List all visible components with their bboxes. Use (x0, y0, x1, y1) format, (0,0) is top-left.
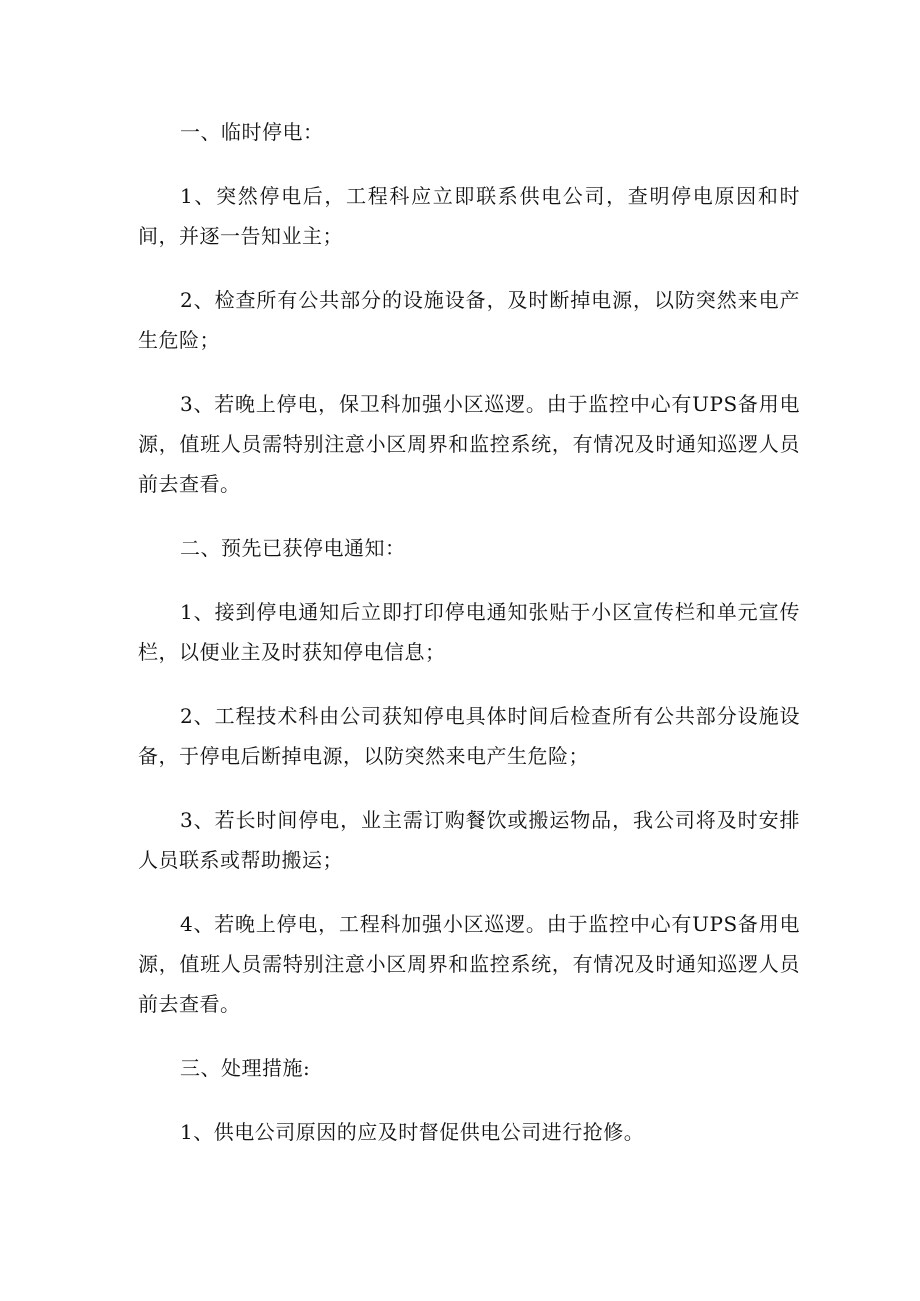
paragraph-item: 3、若晚上停电，保卫科加强小区巡逻。由于监控中心有UPS备用电源，值班人员需特别注意小区周界和监控系统，有情况及时通知巡逻人员前去查看。 (138, 392, 800, 496)
section-heading-measures: 三、处理措施: (180, 1056, 311, 1080)
paragraph-item: 1、接到停电通知后立即打印停电通知张贴于小区宣传栏和单元宣传栏，以便业主及时获知停电信息； (138, 600, 800, 664)
section-heading-temporary-outage: 一、临时停电： (180, 120, 324, 144)
paragraph-item: 2、工程技术科由公司获知停电具体时间后检查所有公共部分设施设备，于停电后断掉电源，以防突然来电产生危险； (138, 704, 800, 768)
paragraph-item: 2、检查所有公共部分的设施设备，及时断掉电源，以防突然来电产生危险； (138, 288, 800, 352)
paragraph-item: 1、突然停电后，工程科应立即联系供电公司，查明停电原因和时间，并逐一告知业主； (138, 184, 800, 248)
paragraph-item: 1、供电公司原因的应及时督促供电公司进行抢修。 (180, 1120, 645, 1144)
paragraph-item: 3、若长时间停电，业主需订购餐饮或搬运物品，我公司将及时安排人员联系或帮助搬运； (138, 808, 800, 872)
document-body (138, 112, 800, 1176)
section-heading-prior-notice: 二、预先已获停电通知： (180, 536, 406, 560)
paragraph-item: 4、若晚上停电，工程科加强小区巡逻。由于监控中心有UPS备用电源，值班人员需特别注意小区周界和监控系统，有情况及时通知巡逻人员前去查看。 (138, 912, 800, 1016)
